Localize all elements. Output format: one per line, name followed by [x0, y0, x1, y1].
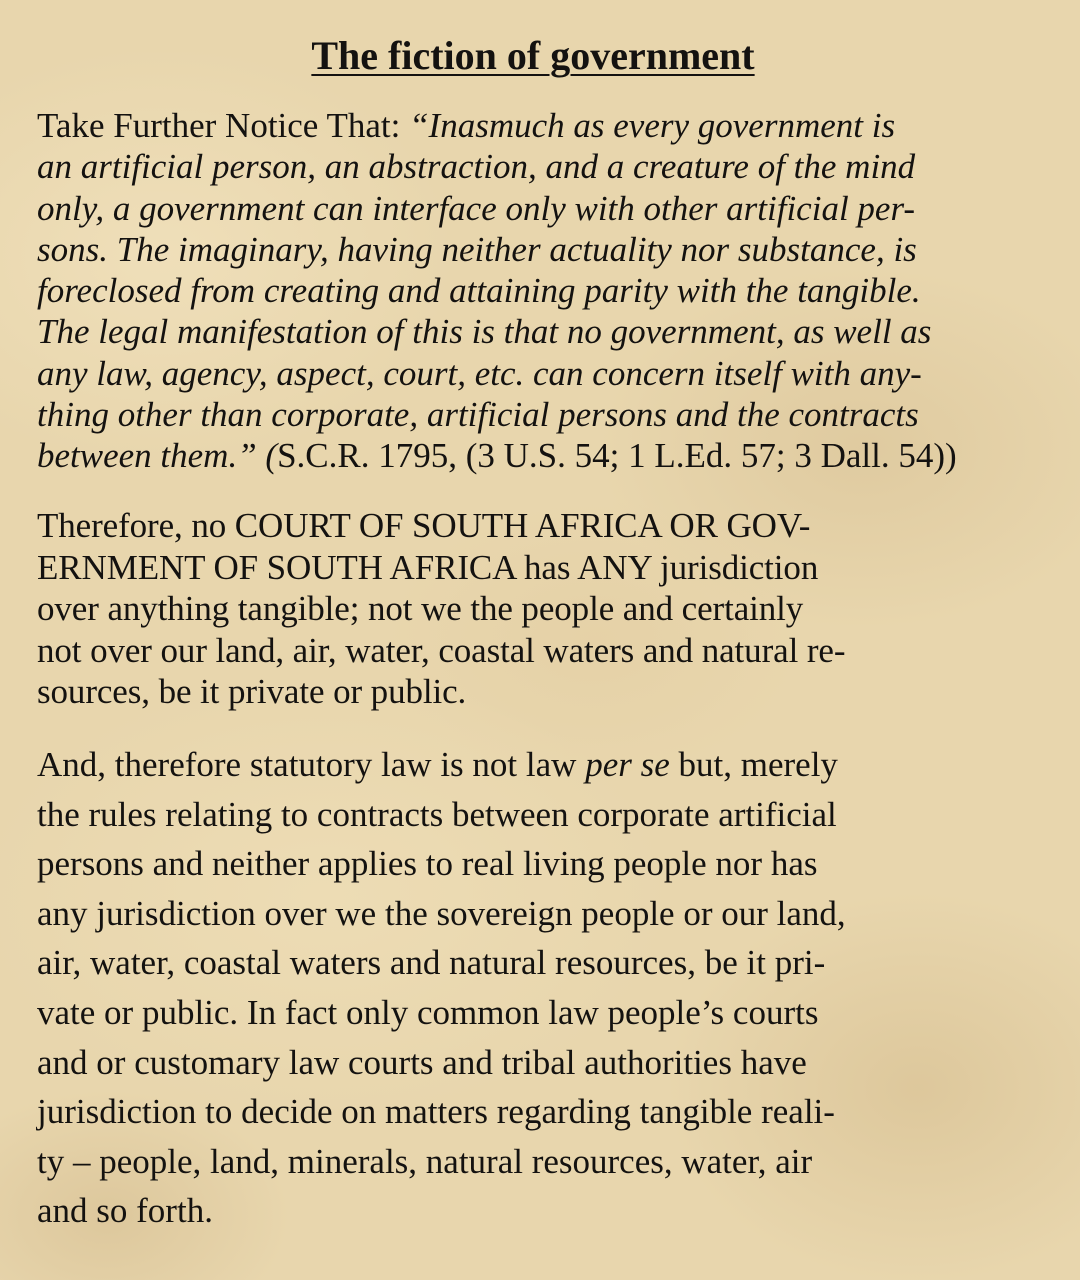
notice-intro: Take Further Notice That:: [37, 106, 410, 145]
quote-end: between them.” (: [37, 436, 278, 476]
paragraph-notice: [37, 105, 957, 477]
text-line: ERNMENT OF SOUTH AFRICA has ANY jurisdiction: [37, 547, 819, 587]
text-line: not over our land, air, water, coastal waters and natural re-: [37, 630, 846, 670]
text-line: any jurisdiction over we the sovereign people or our land,: [37, 893, 846, 933]
quote-line: The legal manifestation of this is that no government, as well as: [37, 312, 932, 352]
quote-line: foreclosed from creating and attaining parity with the tangible.: [37, 271, 921, 311]
paragraph-jurisdiction: [37, 505, 845, 713]
quote-line: an artificial person, an abstraction, and a creature of the mind: [37, 147, 916, 187]
quote-line: only, a government can interface only with other artificial per-: [37, 188, 916, 228]
text-line: [37, 435, 957, 476]
page-title-text: The fiction of government: [311, 33, 755, 78]
text-line: sources, be it private or public.: [37, 672, 467, 712]
emphasis-per-se: per se: [585, 745, 670, 784]
text-line: [37, 740, 846, 790]
text-line: over anything tangible; not we the people and certainly: [37, 589, 804, 629]
text-line: [37, 105, 957, 146]
text-line: Therefore, no COURT OF SOUTH AFRICA OR GOV-: [37, 506, 811, 545]
quote-line: thing other than corporate, artificial persons and the contracts: [37, 395, 919, 435]
text-line: the rules relating to contracts between corporate artificial: [37, 794, 837, 834]
text-line: persons and neither applies to real living people nor has: [37, 844, 818, 884]
quote-line: sons. The imaginary, having neither actuality nor substance, is: [37, 229, 917, 269]
quote-line: any law, agency, aspect, court, etc. can concern itself with any-: [37, 353, 922, 393]
text-line: ty – people, land, minerals, natural resources, water, air: [37, 1141, 813, 1181]
text-line: air, water, coastal waters and natural resources, be it pri-: [37, 943, 826, 983]
text-line: and so forth.: [37, 1191, 213, 1231]
text-line: and or customary law courts and tribal authorities have: [37, 1042, 807, 1082]
page-title: [0, 30, 1066, 82]
text-line: jurisdiction to decide on matters regarding tangible reali-: [37, 1092, 835, 1132]
text-run: but, merely: [669, 745, 838, 784]
paragraph-statutory-law: [37, 740, 846, 1236]
text-run: And, therefore statutory law is not law: [37, 745, 586, 784]
case-citation: S.C.R. 1795, (3 U.S. 54; 1 L.Ed. 57; 3 Dall. 54)): [277, 436, 957, 476]
text-line: vate or public. In fact only common law people’s courts: [37, 992, 819, 1032]
quote-text: “Inasmuch as every government is: [409, 106, 896, 145]
